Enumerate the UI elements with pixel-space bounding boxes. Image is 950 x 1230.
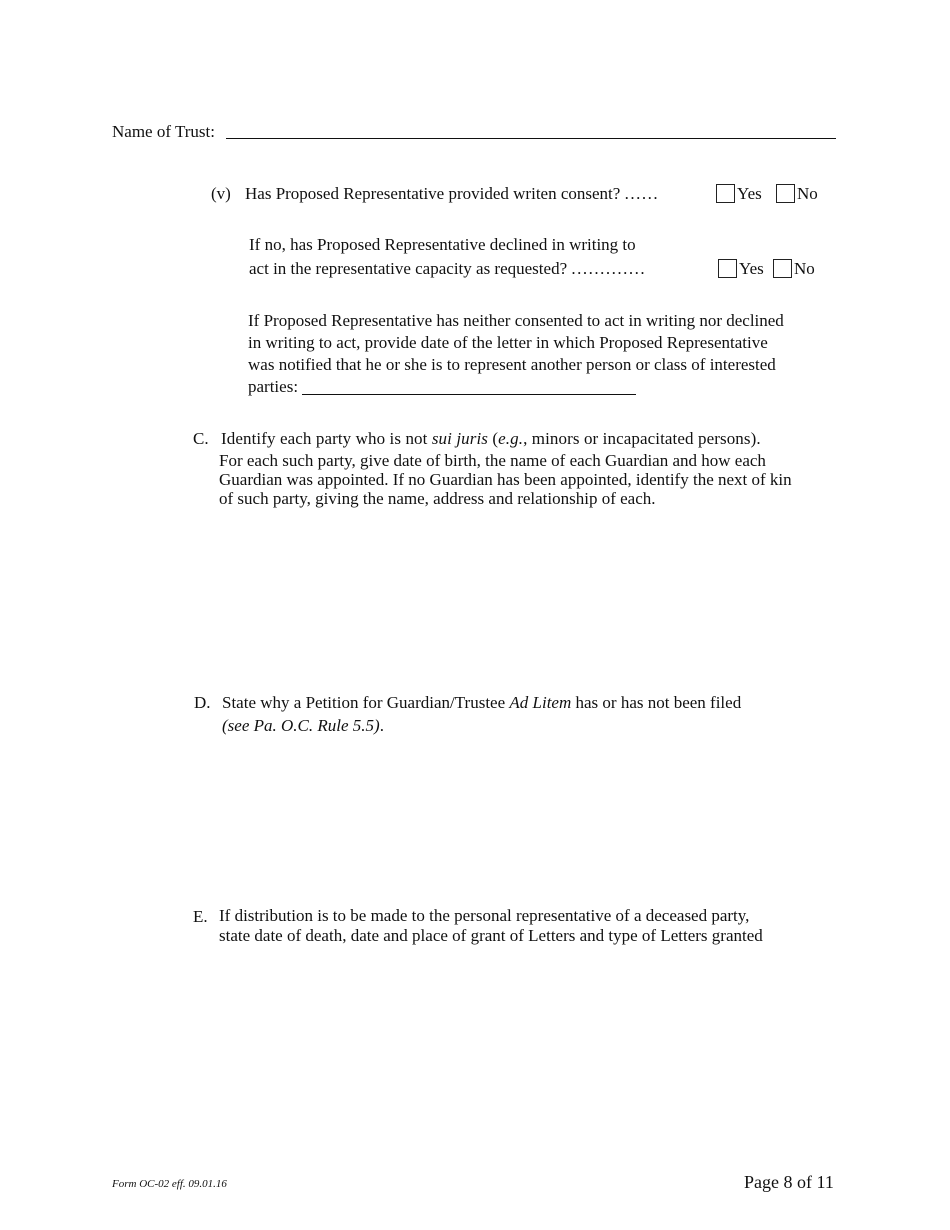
section-d-line-2: [222, 715, 384, 736]
section-d-rule-reference: (see Pa. O.C. Rule 5.5): [222, 716, 380, 735]
declined-dots: .............: [571, 259, 647, 278]
section-v-number: (v): [211, 184, 231, 203]
section-c-line-4: of such party, giving the name, address and relationship of each.: [219, 489, 656, 508]
declined-yes-option[interactable]: [718, 258, 764, 279]
section-d-line-1: [222, 692, 741, 713]
declined-question-text: act in the representative capacity as requested?: [249, 259, 568, 278]
section-v-question-text: Has Proposed Representative provided writen consent?: [245, 184, 621, 203]
consent-yes-checkbox[interactable]: [716, 184, 735, 203]
section-c-letter: C.: [193, 429, 209, 448]
consent-no-option[interactable]: [776, 183, 818, 204]
neither-line-3: was notified that he or she is to represent another person or class of interested: [248, 355, 776, 374]
form-id: Form OC-02 eff. 09.01.16: [112, 1178, 227, 1190]
name-of-trust-label: Name of Trust:: [112, 122, 215, 141]
section-c-line1-c: , minors or incapacitated persons).: [523, 429, 761, 448]
section-d-line2-b: .: [379, 716, 384, 735]
consent-no-checkbox[interactable]: [776, 184, 795, 203]
parties-label: parties:: [248, 377, 299, 396]
section-e-paragraph: [219, 906, 763, 946]
section-d-letter: D.: [194, 693, 211, 712]
declined-no-label: No: [794, 259, 815, 278]
section-v-dots: ......: [624, 184, 660, 203]
section-e-letter: E.: [193, 907, 208, 926]
declined-yes-label: Yes: [739, 259, 764, 278]
section-d-line1-a: State why a Petition for Guardian/Trustee: [222, 693, 510, 712]
section-d-ad-litem: Ad Litem: [509, 693, 572, 712]
parties-date-input-line[interactable]: [302, 378, 636, 395]
neither-consented-paragraph: [248, 310, 784, 398]
page-number: Page 8 of 11: [744, 1172, 834, 1192]
declined-yes-checkbox[interactable]: [718, 259, 737, 278]
declined-question-line1: If no, has Proposed Representative declined in writing to: [249, 235, 636, 254]
neither-line-2: in writing to act, provide date of the letter in which Proposed Representative: [248, 333, 768, 352]
name-of-trust-input-line[interactable]: [226, 138, 836, 139]
section-c-line-3: Guardian was appointed. If no Guardian has been appointed, identify the next of kin: [219, 470, 792, 489]
section-c-sui-juris: sui juris: [431, 429, 488, 448]
section-e-line-2: state date of death, date and place of grant of Letters and type of Letters granted: [219, 926, 763, 945]
consent-yes-option[interactable]: [716, 183, 762, 204]
section-c-line-2: For each such party, give date of birth, the name of each Guardian and how each: [219, 451, 766, 470]
section-e-line-1: If distribution is to be made to the personal representative of a deceased party,: [219, 906, 750, 925]
section-c-paragraph: [219, 451, 792, 508]
section-c-line1-a: Identify each party who is not: [221, 429, 432, 448]
declined-no-option[interactable]: [773, 258, 815, 279]
section-c-line1-b: (: [488, 429, 499, 448]
consent-no-label: No: [797, 184, 818, 203]
consent-yes-label: Yes: [737, 184, 762, 203]
section-d-line1-b: has or has not been filed: [571, 693, 742, 712]
neither-line-4: [248, 376, 784, 398]
section-c-line-1: [221, 428, 761, 449]
section-c-eg: e.g.: [498, 429, 524, 448]
neither-line-1: If Proposed Representative has neither consented to act in writing nor declined: [248, 311, 784, 330]
declined-no-checkbox[interactable]: [773, 259, 792, 278]
section-v-question: [245, 183, 659, 204]
declined-question-line2: [249, 258, 646, 279]
